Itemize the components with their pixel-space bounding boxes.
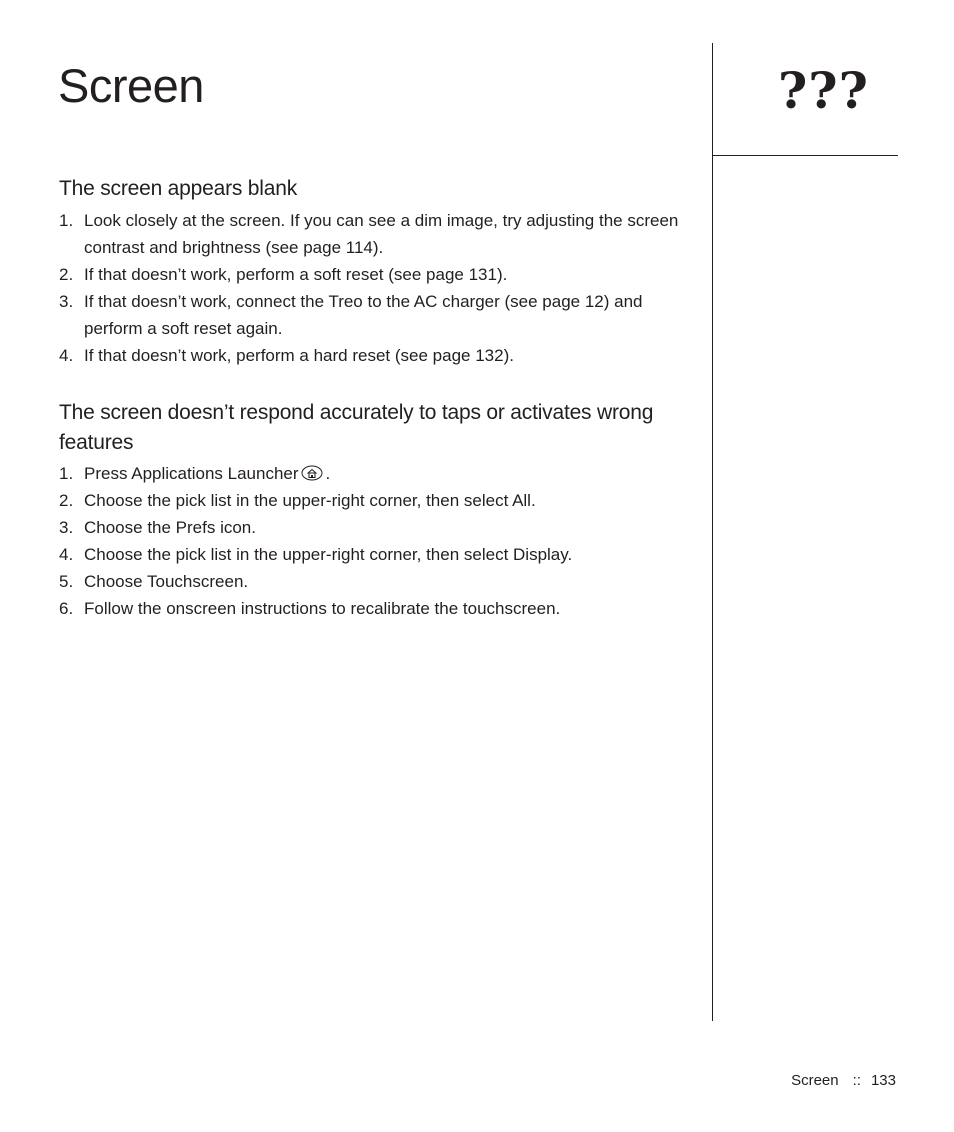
- step-text: Follow the onscreen instructions to recalibrate the touchscreen.: [84, 599, 561, 618]
- step-number: 4.: [59, 346, 74, 365]
- step-text: If that doesn’t work, perform a soft reset (see page 131).: [84, 265, 508, 284]
- page-title: Screen: [58, 59, 204, 112]
- step-number: 5.: [59, 572, 74, 591]
- step-number: 2.: [59, 265, 74, 284]
- section-heading: The screen appears blank: [59, 177, 298, 200]
- step-number: 4.: [59, 545, 74, 564]
- step-number: 1.: [59, 464, 74, 483]
- page-footer: [791, 1071, 896, 1091]
- footer-section-name: Screen: [791, 1072, 839, 1089]
- step-text: Choose the Prefs icon.: [84, 518, 256, 537]
- step-text: Choose the pick list in the upper-right corner, then select Display.: [84, 545, 573, 564]
- list-item: [59, 595, 689, 622]
- steps-list: [59, 207, 689, 369]
- step-text: Choose Touchscreen.: [84, 572, 249, 591]
- steps-list: [59, 460, 689, 622]
- troubleshooting-question-marks-icon: ???: [778, 61, 869, 120]
- page-number: 133: [870, 1072, 896, 1089]
- margin-horizontal-rule: [712, 155, 898, 156]
- list-item: [59, 568, 689, 595]
- list-item: [59, 541, 689, 568]
- step-number: 2.: [59, 491, 74, 510]
- step-text: If that doesn’t work, perform a hard reset (see page 132).: [84, 346, 514, 365]
- list-item: [59, 342, 689, 369]
- step-text: Look closely at the screen. If you can see a dim image, try adjusting the screen contrast and brightness (see page 114).: [84, 211, 679, 257]
- applications-launcher-home-icon: [301, 465, 323, 481]
- list-item: [59, 514, 689, 541]
- step-text: If that doesn’t work, connect the Treo to the AC charger (see page 12) and perform a soft reset again.: [84, 292, 643, 338]
- list-item: [59, 487, 689, 514]
- section-screen-unresponsive: [59, 398, 689, 622]
- section-screen-blank: [59, 174, 689, 369]
- step-number: 3.: [59, 518, 74, 537]
- step-text: Press Applications Launcher: [84, 464, 299, 483]
- list-item: [59, 288, 689, 342]
- footer-separator: ::: [852, 1072, 861, 1089]
- section-heading: The screen doesn’t respond accurately to taps or activates wrong features: [59, 401, 654, 454]
- step-number: 1.: [59, 211, 74, 230]
- step-text-suffix: .: [325, 464, 331, 483]
- list-item: [59, 460, 689, 487]
- step-number: 3.: [59, 292, 74, 311]
- list-item: [59, 261, 689, 288]
- step-number: 6.: [59, 599, 74, 618]
- list-item: [59, 207, 689, 261]
- margin-vertical-rule: [712, 43, 713, 1021]
- step-text: Choose the pick list in the upper-right corner, then select All.: [84, 491, 536, 510]
